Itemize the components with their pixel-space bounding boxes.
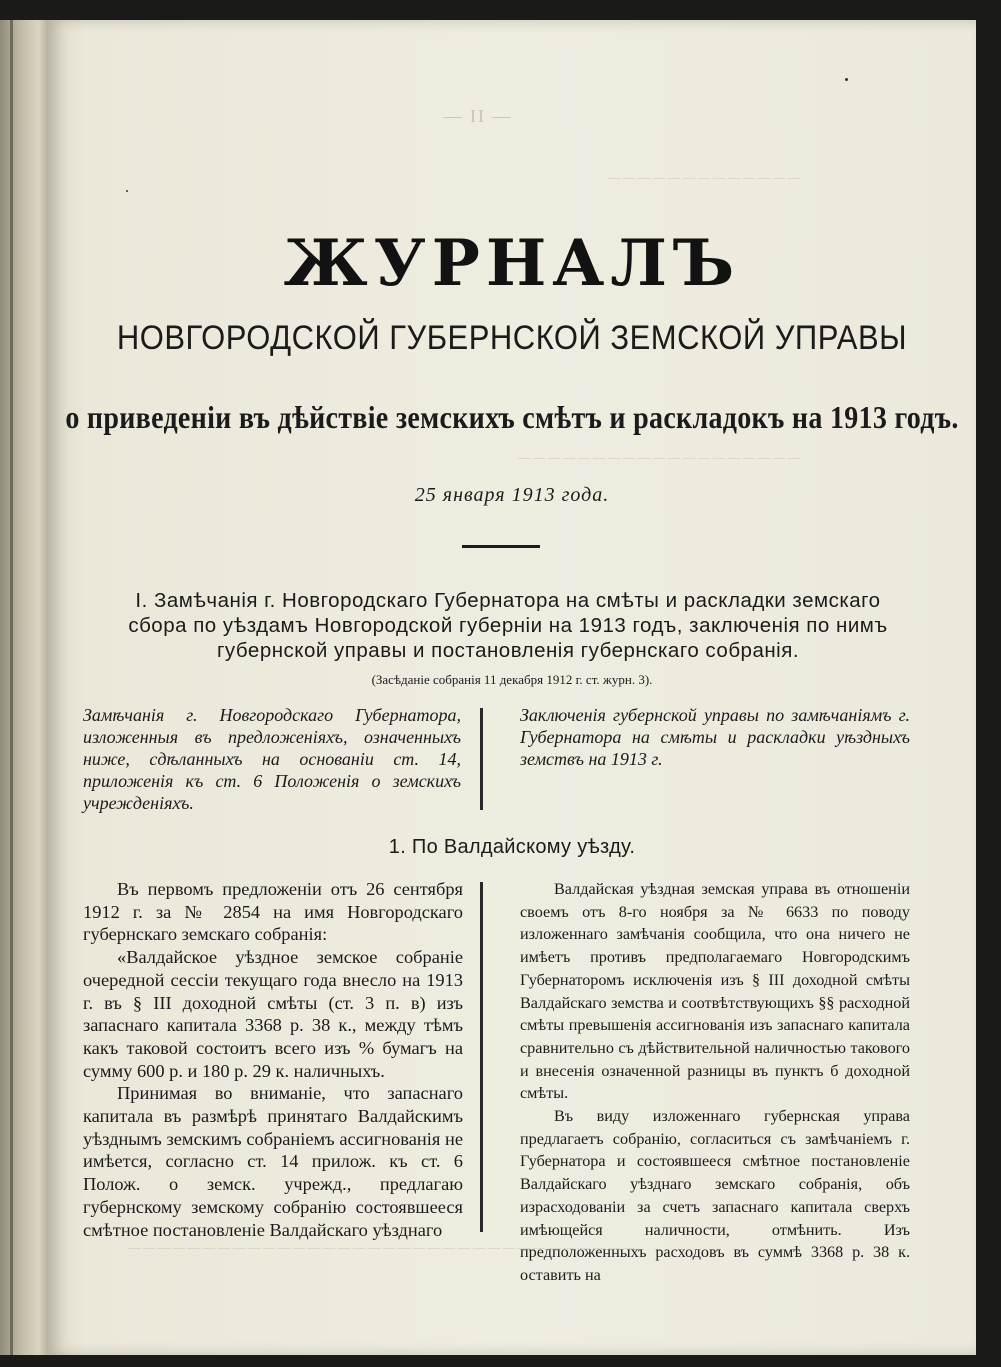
ink-speck (845, 78, 848, 81)
page-fold-line (10, 20, 13, 1355)
journal-title: ЖУРНАЛЪ (283, 226, 741, 301)
show-through-text: — — — — — — — — — — — — — — — — — — — — — — — — — — — — — — — — — — (128, 1240, 635, 1254)
paragraph: Принимая во вниманіе, что запаснаго капитала въ размѣрѣ принятаго Валдайскимъ уѣзднымъ земскимъ собраніемъ ассигнованія не имѣется, согласно ст. 14 прилож. къ ст. 6 Полож. о земск. учрежд., предлагаю губернскому земскому собранію состоявшееся смѣтное постановленіе Валдайскаго уѣзднаго (83, 1083, 463, 1240)
column-divider (480, 708, 483, 810)
show-through-text: — — — — — — — — — — — — — (608, 170, 800, 184)
paragraph: Въ виду изложеннаго губернская управа предлагаетъ собранію, согласиться съ замѣчаніемъ г. Губернатора и состоявшееся смѣтное постановленіе Валдайскаго уѣзднаго земскаго собранія, объ израсходованіи за счетъ запаснаго капитала сверхъ имѣющейся наличности, отмѣнить. Изъ предположенныхъ расходовъ въ суммѣ 3368 р. 38 к. оставить на (520, 1107, 910, 1284)
paragraph: «Валдайское уѣздное земское собраніе очередной сессіи текущаго года внесло на 1913 г. въ § III доходной смѣты (ст. 3 п. в) изъ запаснаго капитала 3368 р. 38 к., между тѣмъ какъ таковой состоитъ всего изъ % бумагъ на сумму 600 р. и 180 р. 29 к. наличныхъ. (83, 947, 463, 1081)
section-heading-line: сбора по уѣздамъ Новгородской губерніи на 1913 годъ, заключенія по нимъ (128, 614, 888, 637)
journal-topic: о приведеніи въ дѣйствіе земскихъ смѣтъ и раскладокъ на 1913 годъ. (65, 400, 959, 437)
journal-date: 25 января 1913 года. (414, 484, 610, 506)
left-column-body (83, 878, 463, 1241)
paragraph: Валдайская уѣздная земская управа въ отношеніи своемъ отъ 8-го ноября за № 6633 по поводу изложеннаго замѣчанія сообщила, что она ничего не имѣетъ противъ предполагаемаго Новгородскимъ Губернаторомъ исключенія изъ § III доходной смѣты Валдайскаго земства и соотвѣтствующихъ §§ расходной смѣты превышенія ассигнованія изъ запаснаго капитала сравнительно съ дѣйствительной наличностью такового и внесенія означенной разницы въ пунктъ б доходной смѣты. (520, 880, 910, 1103)
title-divider (462, 545, 540, 548)
document-page (48, 20, 976, 1355)
left-column-header: Замѣчанія г. Новгородскаго Губернатора, изложенныя въ предложеніяхъ, означенныхъ ниже, сдѣланныхъ на основаніи ст. 14, приложенія къ ст. 6 Положенія о земскихъ учрежденіяхъ. (83, 705, 461, 813)
paragraph: Въ первомъ предложеніи отъ 26 сентября 1912 г. за № 2854 на имя Новгородскаго губернскаго земскаго собранія: (83, 879, 463, 945)
ink-speck (126, 190, 128, 192)
left-page-edge (0, 20, 48, 1355)
section-heading-line: I. Замѣчанія г. Новгородскаго Губернатора на смѣты и раскладки земскаго (135, 589, 881, 612)
subsection-heading: 1. По Валдайскому уѣзду. (388, 836, 636, 858)
right-column-header: Заключенія губернской управы по замѣчаніямъ г. Губернатора на смѣты и раскладки уѣздныхъ земствъ на 1913 г. (520, 705, 910, 769)
column-divider (480, 882, 483, 1232)
journal-subtitle: НОВГОРОДСКОЙ ГУБЕРНСКОЙ ЗЕМСКОЙ УПРАВЫ (116, 318, 908, 357)
section-heading-line: губернской управы и постановленія губернскаго собранія. (216, 639, 800, 662)
right-column-body (520, 878, 910, 1287)
page-number: — II — (443, 106, 513, 126)
show-through-text: — — — — — — — — — — — — — — — — — — — (518, 450, 800, 464)
section-heading (108, 588, 908, 663)
session-note: (Засѣданіе собранія 11 декабря 1912 г. ст. журн. 3). (371, 672, 653, 687)
